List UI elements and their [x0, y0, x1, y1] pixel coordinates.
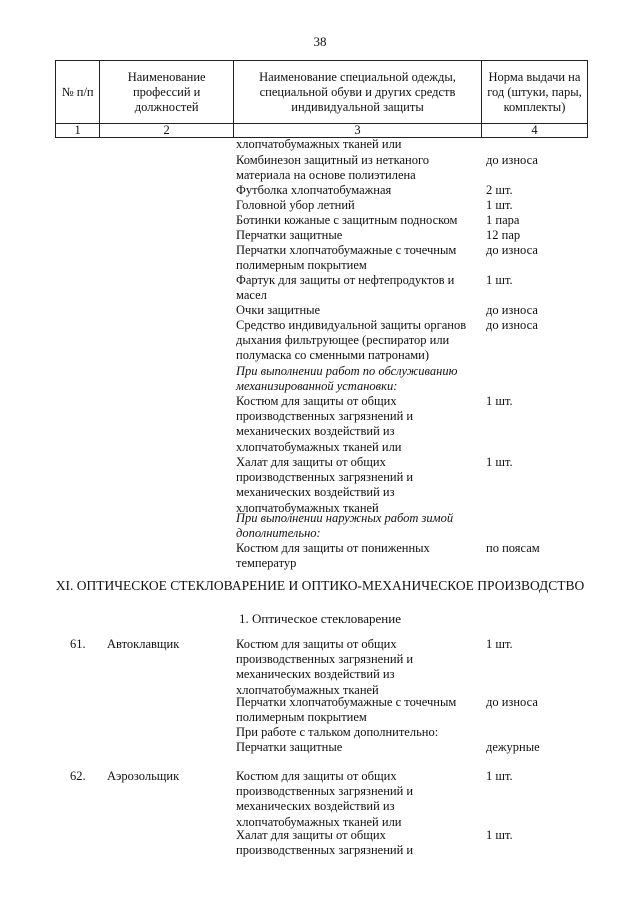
italic-note: При выполнении наружных работ зимой дополнительно: — [236, 511, 454, 541]
norm-text: 1 пара — [486, 213, 520, 227]
norm-text: 1 шт. — [486, 828, 513, 842]
item-text: Халат для защиты от общих производственных загрязнений и механических воздействий из хлопчатобумажных тканей — [236, 455, 414, 515]
entry-number: 61. — [70, 637, 86, 651]
header-col-profession: Наименование профессий и должностей — [100, 61, 234, 124]
item-text: Халат для защиты от общих производственных загрязнений и — [236, 828, 414, 858]
norm-text: 1 шт. — [486, 273, 513, 287]
item-text: Средство индивидуальной защиты органов дыхания фильтрующее (респиратор или полумаска со сменными патронами) — [236, 318, 467, 363]
item-text: Головной убор летний — [236, 198, 355, 212]
norm-text: 1 шт. — [486, 394, 513, 408]
header-col-items: Наименование специальной одежды, специальной обуви и других средств индивидуальной защиты — [234, 61, 482, 124]
norm-text: 12 пар — [486, 228, 521, 242]
italic-note: При выполнении работ по обслуживанию механизированной установки: — [236, 364, 458, 394]
item-text: Перчатки хлопчатобумажные с точечным полимерным покрытием — [236, 695, 457, 725]
norm-text: до износа — [486, 303, 538, 317]
entry-number: 62. — [70, 769, 86, 783]
norm-text: 1 шт. — [486, 198, 513, 212]
norm-text: 1 шт. — [486, 637, 513, 651]
norm-text: дежурные — [486, 740, 540, 754]
norm-text: по поясам — [486, 541, 540, 555]
item-text: Костюм для защиты от общих производственных загрязнений и механических воздействий из хлопчатобумажных тканей или — [236, 769, 414, 829]
norm-text: 2 шт. — [486, 183, 513, 197]
section-title: XI. ОПТИЧЕСКОЕ СТЕКЛОВАРЕНИЕ И ОПТИКО-МЕХАНИЧЕСКОЕ ПРОИЗВОДСТВО — [55, 578, 585, 593]
item-text: Костюм для защиты от пониженных температур — [236, 541, 430, 571]
header-num-2: 2 — [100, 124, 234, 138]
item-text: Перчатки защитные — [236, 228, 343, 242]
norm-text: 1 шт. — [486, 455, 513, 469]
item-text: Костюм для защиты от общих производственных загрязнений и механических воздействий из хлопчатобумажных тканей — [236, 637, 414, 697]
header-num-1: 1 — [56, 124, 100, 138]
norm-text: до износа — [486, 243, 538, 257]
item-text: Перчатки хлопчатобумажные с точечным полимерным покрытием — [236, 243, 457, 273]
norm-text: до износа — [486, 318, 538, 332]
item-text: При работе с тальком дополнительно: — [236, 725, 439, 739]
item-text: Футболка хлопчатобумажная — [236, 183, 392, 197]
item-text: Комбинезон защитный из нетканого материала на основе полиэтилена — [236, 153, 430, 183]
header-col-number: № п/п — [56, 61, 100, 124]
header-num-4: 4 — [481, 124, 587, 138]
subsection-title: 1. Оптическое стекловарение — [239, 611, 401, 626]
norm-text: 1 шт. — [486, 769, 513, 783]
page-number: 38 — [313, 34, 327, 49]
header-num-3: 3 — [234, 124, 482, 138]
item-text: Перчатки защитные — [236, 740, 343, 754]
header-col-norm: Норма выдачи на год (штуки, пары, комплекты) — [481, 61, 587, 124]
item-text: хлопчатобумажных тканей или — [236, 137, 402, 151]
item-text: Очки защитные — [236, 303, 321, 317]
entry-profession: Аэрозольщик — [107, 769, 180, 783]
item-text: Костюм для защиты от общих производственных загрязнений и механических воздействий из хлопчатобумажных тканей или — [236, 394, 414, 454]
header-table — [55, 60, 588, 138]
norm-text: до износа — [486, 695, 538, 709]
norm-text: до износа — [486, 153, 538, 167]
item-text: Ботинки кожаные с защитным подноском — [236, 213, 458, 227]
item-text: Фартук для защиты от нефтепродуктов и масел — [236, 273, 455, 303]
entry-profession: Автоклавщик — [107, 637, 180, 651]
